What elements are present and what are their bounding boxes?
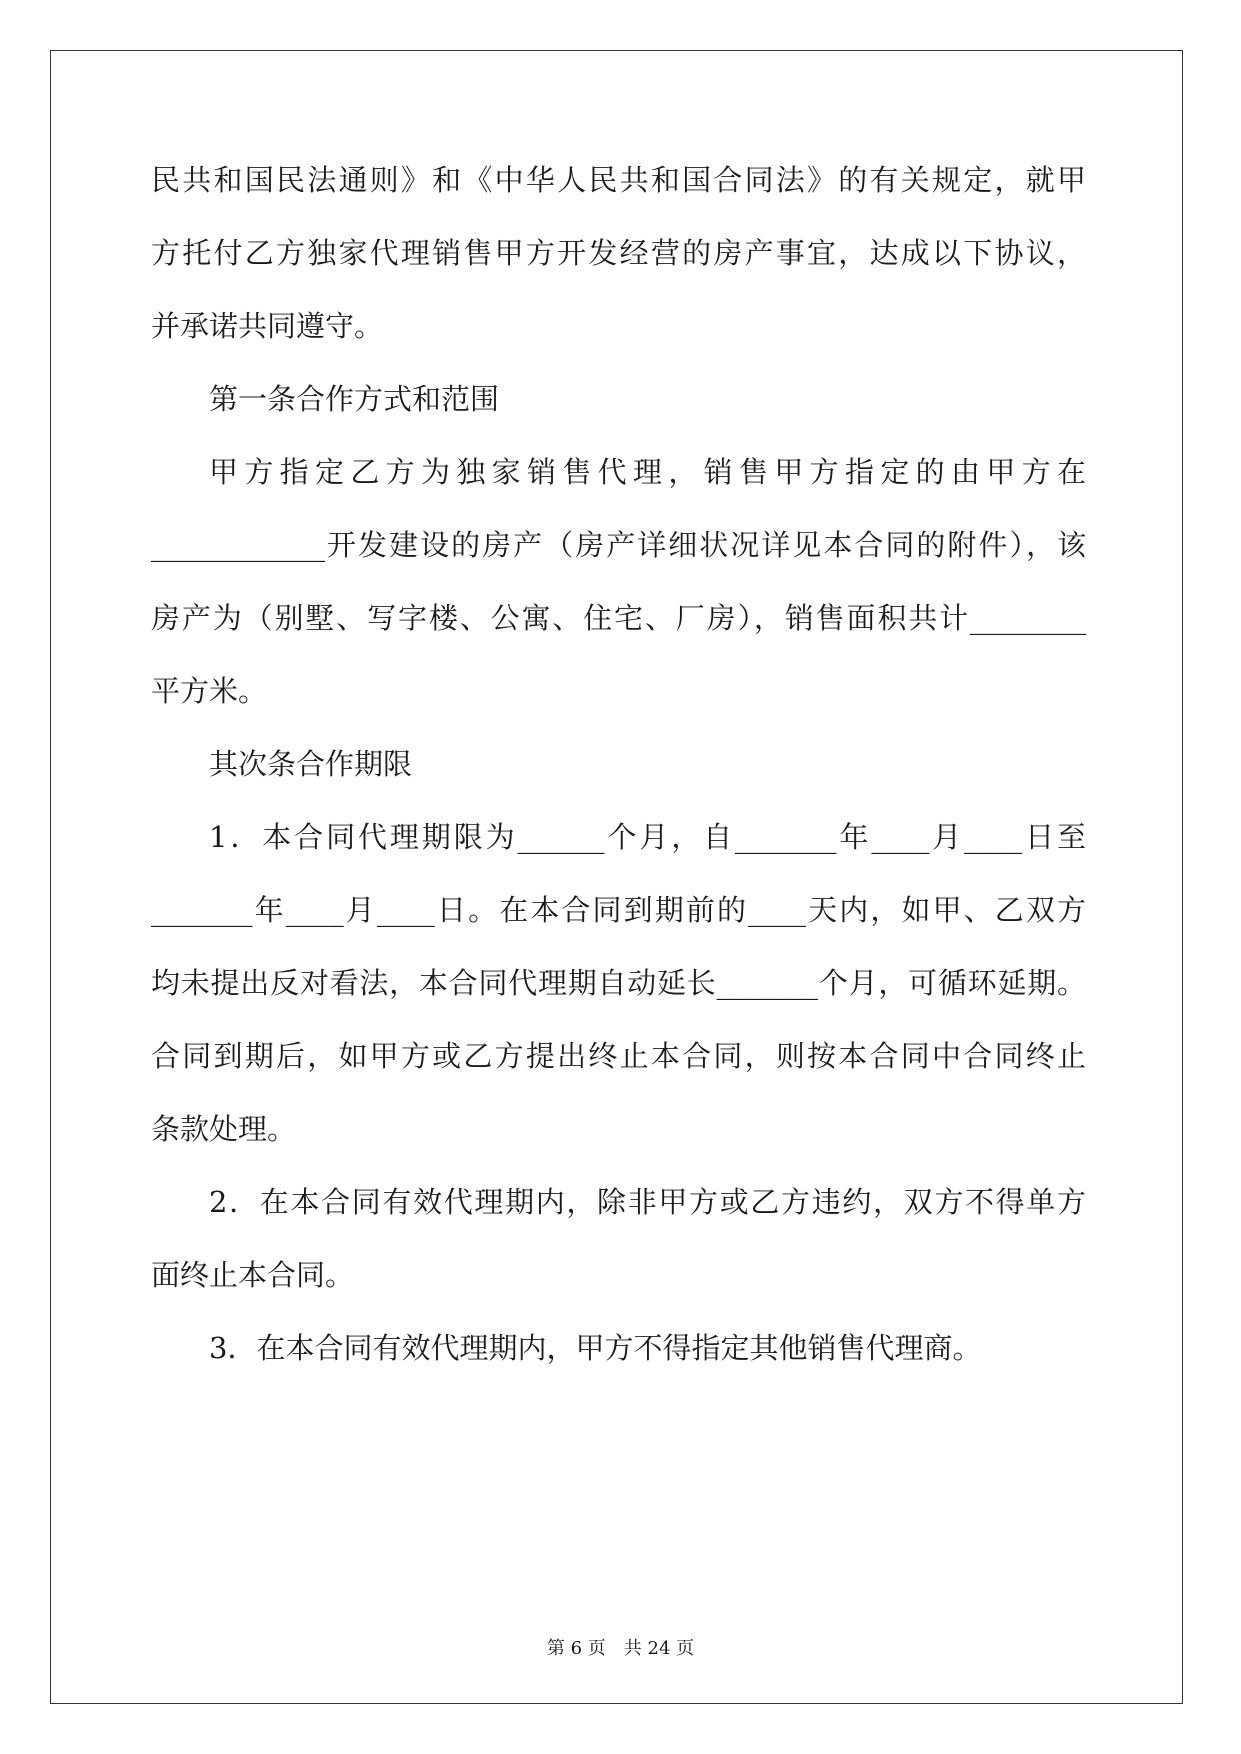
text-line: 合同到期后，如甲方或乙方提出终止本合同，则按本合同中合同终止: [151, 1039, 1086, 1073]
text-line: 并承诺共同遵守。: [151, 309, 384, 343]
text-line: 面终止本合同。: [151, 1258, 355, 1292]
text-line: 甲方指定乙方为独家销售代理，销售甲方指定的由甲方在: [209, 455, 1086, 489]
page-footer: 第 6 页 共 24 页: [546, 1638, 695, 1659]
text-line: 均未提出反对看法，本合同代理期自动延长_______个月，可循环延期。: [151, 966, 1086, 1000]
text-line: 3．在本合同有效代理期内，甲方不得指定其他销售代理商。: [209, 1331, 982, 1365]
text-line: 平方米。: [151, 674, 268, 708]
section-heading: 其次条合作期限: [209, 747, 413, 781]
text-line: 房产为（别墅、写字楼、公寓、住宅、厂房），销售面积共计________: [151, 601, 1086, 635]
text-line: ____________开发建设的房产（房产详细状况详见本合同的附件），该: [151, 528, 1086, 562]
text-line: _______年____月____日。在本合同到期前的____天内，如甲、乙双方: [151, 893, 1086, 927]
text-line: 2．在本合同有效代理期内，除非甲方或乙方违约，双方不得单方: [209, 1185, 1086, 1219]
text-line: 民共和国民法通则》和《中华人民共和国合同法》的有关规定，就甲: [151, 163, 1086, 197]
page-border: [50, 50, 1183, 1704]
text-line: 条款处理。: [151, 1112, 297, 1146]
text-line: 方托付乙方独家代理销售甲方开发经营的房产事宜，达成以下协议，: [151, 236, 1086, 270]
section-heading: 第一条合作方式和范围: [209, 382, 500, 416]
text-line: 1．本合同代理期限为______个月，自_______年____月____日至: [209, 820, 1086, 854]
